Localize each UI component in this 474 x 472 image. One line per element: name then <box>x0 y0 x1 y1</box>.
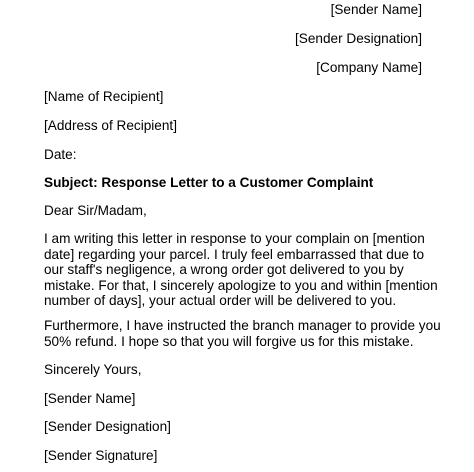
closing-sender-designation: [Sender Designation] <box>44 419 171 434</box>
sender-name: [Sender Name] <box>330 2 422 17</box>
valediction: Sincerely Yours, <box>44 362 142 377</box>
body-paragraph-1 <box>44 231 439 309</box>
paragraph-line: mistake. For that, I sincerely apologize to you and within [mention <box>44 277 438 293</box>
paragraph-line: our staff's negligence, a wrong order got delivered to you by <box>44 262 404 277</box>
paragraph-line: Furthermore, I have instructed the branch manager to provide you <box>44 318 441 333</box>
recipient-name: [Name of Recipient] <box>44 89 164 104</box>
date-label: Date: <box>44 147 77 162</box>
recipient-address: [Address of Recipient] <box>44 118 177 133</box>
body-paragraph-2 <box>44 318 439 349</box>
paragraph-line: number of days], your actual order will be delivered to you. <box>44 293 397 308</box>
sender-designation: [Sender Designation] <box>295 31 422 46</box>
salutation: Dear Sir/Madam, <box>44 203 147 218</box>
paragraph-line: 50% refund. I hope so that you will forgive us for this mistake. <box>44 333 414 349</box>
company-name: [Company Name] <box>316 60 422 75</box>
subject-line: Subject: Response Letter to a Customer Complaint <box>44 175 374 190</box>
paragraph-line: I am writing this letter in response to your complain on [mention <box>44 231 425 246</box>
sender-signature: [Sender Signature] <box>44 448 158 463</box>
closing-sender-name: [Sender Name] <box>44 391 136 406</box>
paragraph-line: date] regarding your parcel. I truly feel embarrassed that due to <box>44 246 425 262</box>
